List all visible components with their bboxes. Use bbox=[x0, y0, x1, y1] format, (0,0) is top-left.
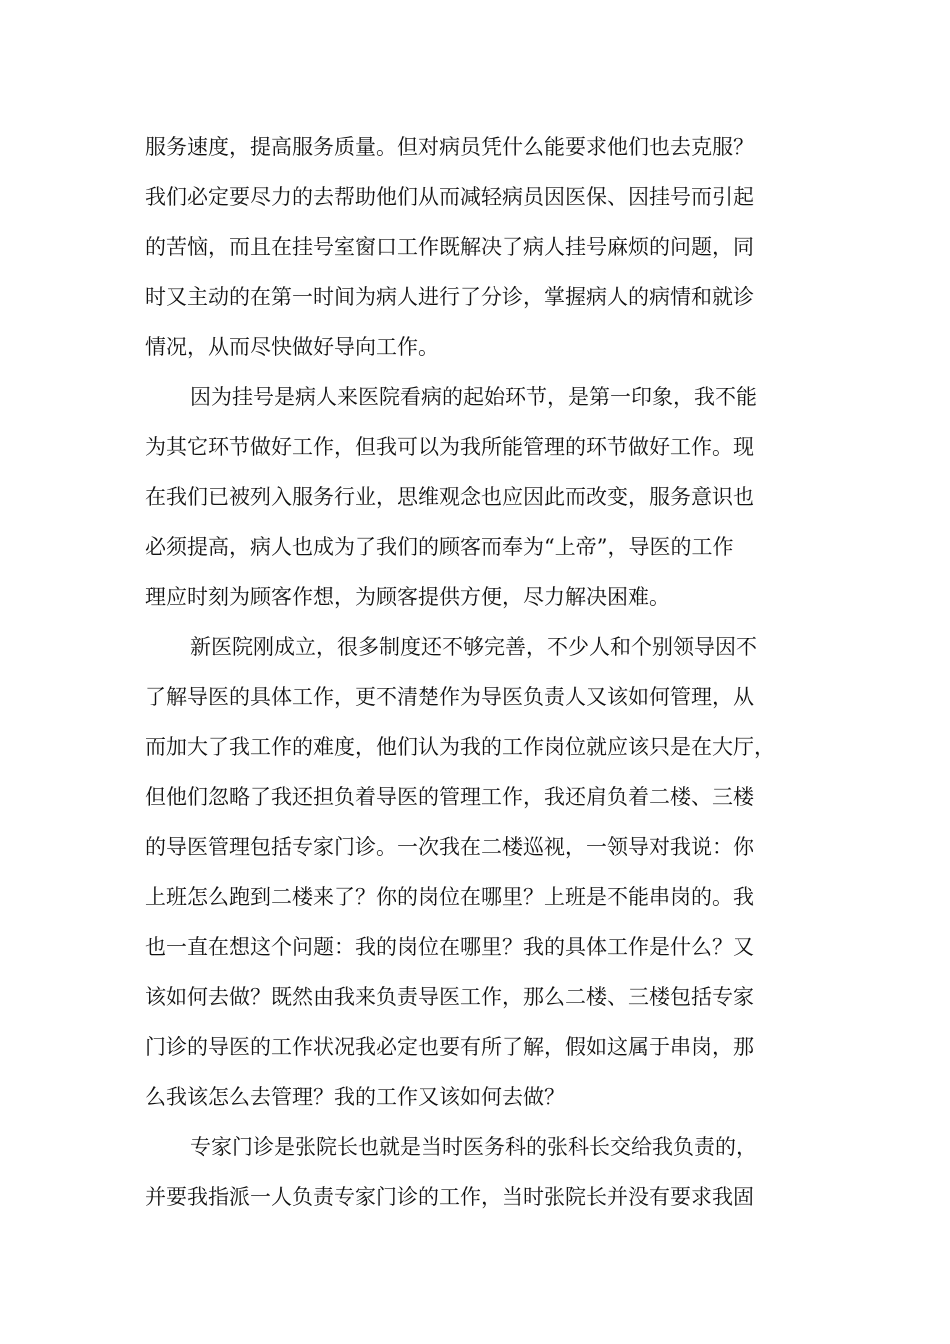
text-line: 也一直在想这个问题：我的岗位在哪里？我的具体工作是什么？又 bbox=[145, 935, 754, 959]
text-line: 并要我指派一人负责专家门诊的工作，当时张院长并没有要求我固 bbox=[145, 1185, 754, 1209]
paragraph-first-line: 专家门诊是张院长也就是当时医务科的张科长交给我负责的， bbox=[190, 1135, 757, 1159]
text-line: 在我们已被列入服务行业，思维观念也应因此而改变，服务意识也 bbox=[145, 485, 754, 509]
text-line: 么我该怎么去管理？我的工作又该如何去做？ bbox=[145, 1085, 565, 1109]
text-line: 该如何去做？既然由我来负责导医工作，那么二楼、三楼包括专家 bbox=[145, 985, 754, 1009]
text-line: 但他们忽略了我还担负着导医的管理工作，我还肩负着二楼、三楼 bbox=[145, 785, 754, 809]
text-line: 必须提高，病人也成为了我们的顾客而奉为“上帝”，导医的工作 bbox=[145, 535, 734, 559]
text-line: 了解导医的具体工作，更不清楚作为导医负责人又该如何管理，从 bbox=[145, 685, 754, 709]
text-line: 的导医管理包括专家门诊。一次我在二楼巡视，一领导对我说：你 bbox=[145, 835, 754, 859]
text-line: 我们必定要尽力的去帮助他们从而减轻病员因医保、因挂号而引起 bbox=[145, 185, 754, 209]
text-line: 而加大了我工作的难度，他们认为我的工作岗位就应该只是在大厅， bbox=[145, 735, 775, 759]
text-line: 的苦恼，而且在挂号室窗口工作既解决了病人挂号麻烦的问题，同 bbox=[145, 235, 754, 259]
paragraph-first-line: 新医院刚成立，很多制度还不够完善，不少人和个别领导因不 bbox=[190, 635, 757, 659]
text-line: 情况，从而尽快做好导向工作。 bbox=[145, 335, 439, 359]
text-line: 服务速度，提高服务质量。但对病员凭什么能要求他们也去克服？ bbox=[145, 135, 754, 159]
paragraph-first-line: 因为挂号是病人来医院看病的起始环节，是第一印象，我不能 bbox=[190, 385, 757, 409]
text-line: 上班怎么跑到二楼来了？你的岗位在哪里？上班是不能串岗的。我 bbox=[145, 885, 754, 909]
text-line: 门诊的导医的工作状况我必定也要有所了解，假如这属于串岗，那 bbox=[145, 1035, 754, 1059]
text-line: 时又主动的在第一时间为病人进行了分诊，掌握病人的病情和就诊 bbox=[145, 285, 754, 309]
text-line: 为其它环节做好工作，但我可以为我所能管理的环节做好工作。现 bbox=[145, 435, 754, 459]
text-line: 理应时刻为顾客作想，为顾客提供方便，尽力解决困难。 bbox=[145, 585, 670, 609]
